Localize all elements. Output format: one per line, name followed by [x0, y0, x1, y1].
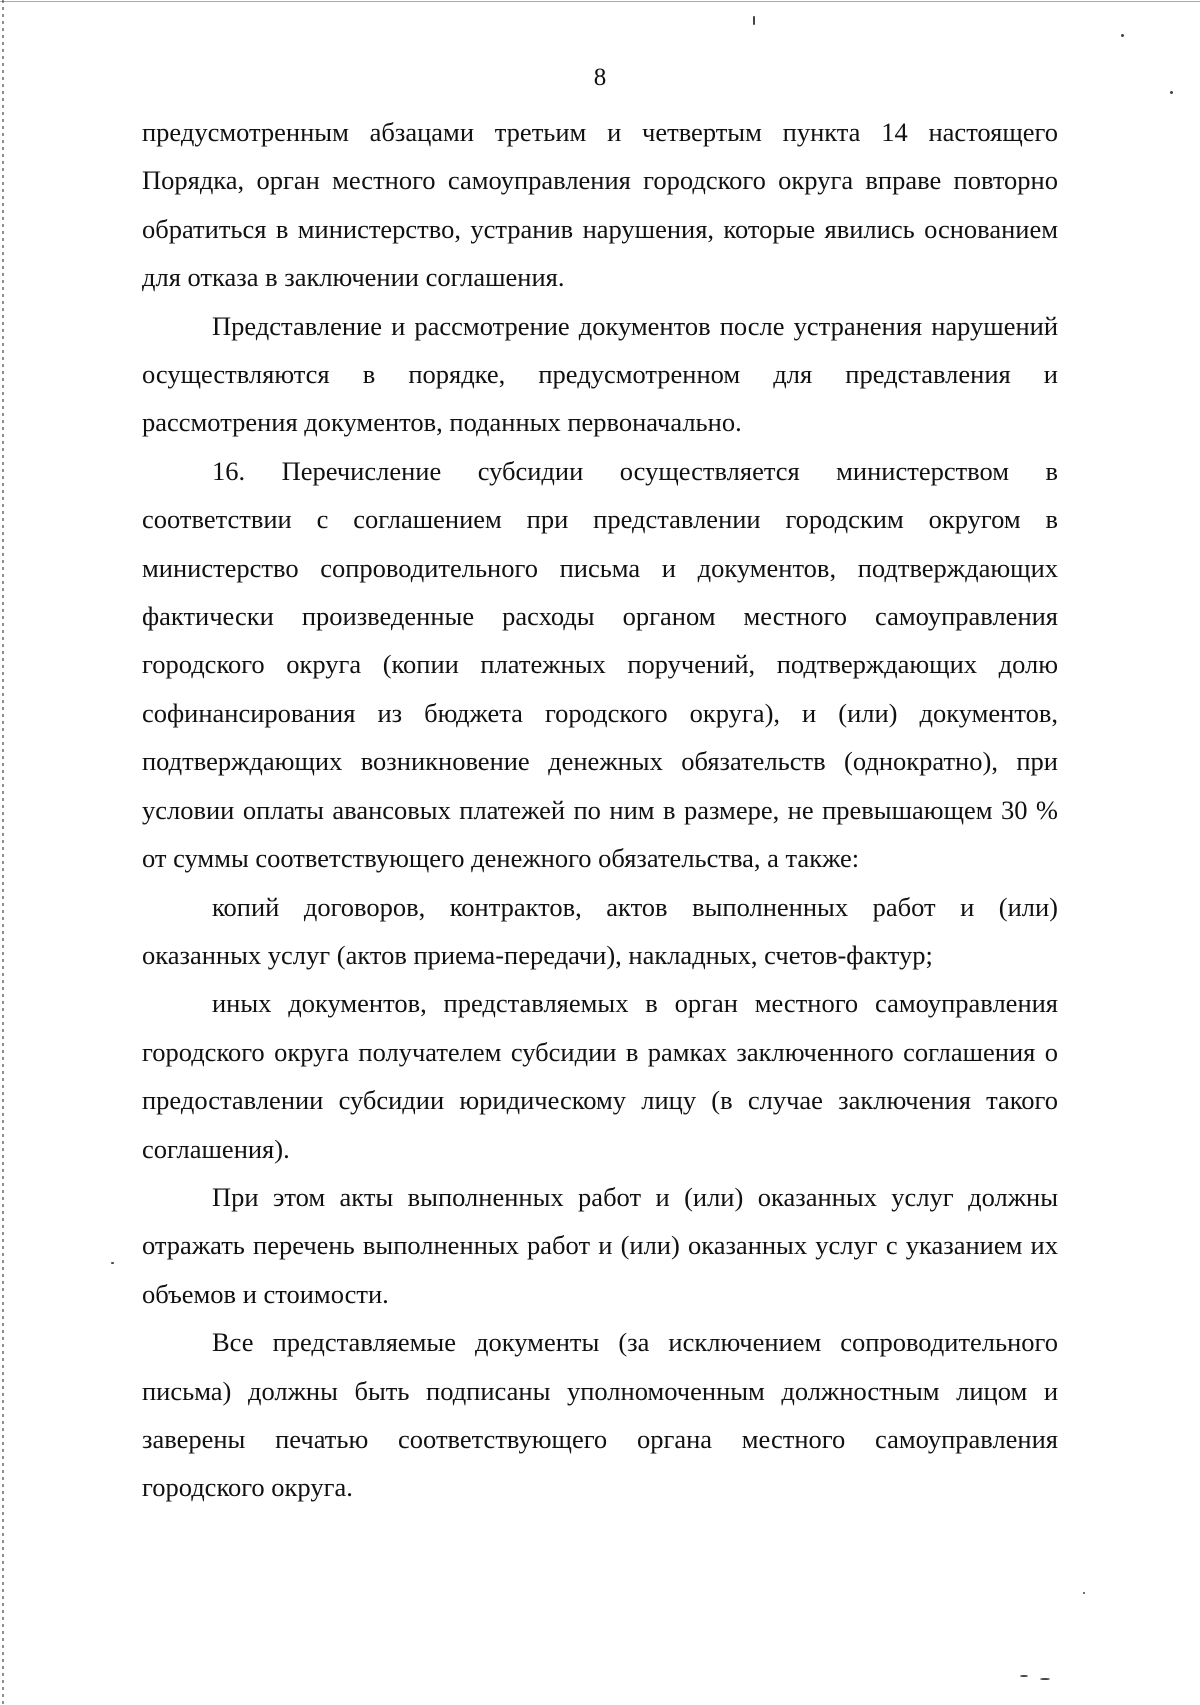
scan-edge-top — [0, 1, 1200, 2]
paragraph: предусмотренным абзацами третьим и четвертым пункта 14 настоящего Порядка, орган местного самоуправления городского округа вправе повторно обратиться в министерство, устранив нарушения, которые явились основанием для отказа в заключении соглашения. — [142, 117, 1058, 293]
paragraph: копий договоров, контрактов, актов выполненных работ и (или) оказанных услуг (актов приема-передачи), накладных, счетов-фактур; — [142, 891, 1058, 970]
scan-speck — [1083, 1592, 1085, 1594]
scan-speck — [1121, 34, 1124, 37]
scan-speck — [1020, 1675, 1028, 1677]
paragraph: 16. Перечисление субсидии осуществляется министерством в соответствии с соглашением при представлении городским округом в министерство сопроводительного письма и документов, подтверждающих фактически произведенные расходы органом местного самоуправления городского округа (копии платежных поручений, подтверждающих долю софинансирования из бюджета городского округа), и (или) документов, подтверждающих возникновение денежных обязательств (однократно), при условии оплаты авансовых платежей по ним в размере, не превышающем 30 % от суммы соответствующего денежного обязательства, а также: — [142, 455, 1058, 874]
scan-speck — [1040, 1678, 1050, 1680]
paragraph: При этом акты выполненных работ и (или) оказанных услуг должны отражать перечень выполненных работ и (или) оказанных услуг с указанием их объемов и стоимости. — [142, 1181, 1058, 1309]
paragraph: иных документов, представляемых в орган местного самоуправления городского округа получателем субсидии в рамках заключенного соглашения о предоставлении субсидии юридическому лицу (в случае заключения такого соглашения). — [142, 988, 1058, 1164]
page-number: 8 — [593, 64, 607, 91]
document-body — [142, 108, 1058, 1512]
scan-speck — [753, 16, 755, 25]
scan-speck — [111, 1262, 114, 1264]
paragraph: Все представляемые документы (за исключением сопроводительного письма) должны быть подписаны уполномоченным должностным лицом и заверены печатью соответствующего органа местного самоуправления городского округа. — [142, 1327, 1058, 1503]
paragraph: Представление и рассмотрение документов после устранения нарушений осуществляются в порядке, предусмотренном для представления и рассмотрения документов, поданных первоначально. — [142, 310, 1058, 438]
scan-edge-left — [2, 0, 4, 1705]
